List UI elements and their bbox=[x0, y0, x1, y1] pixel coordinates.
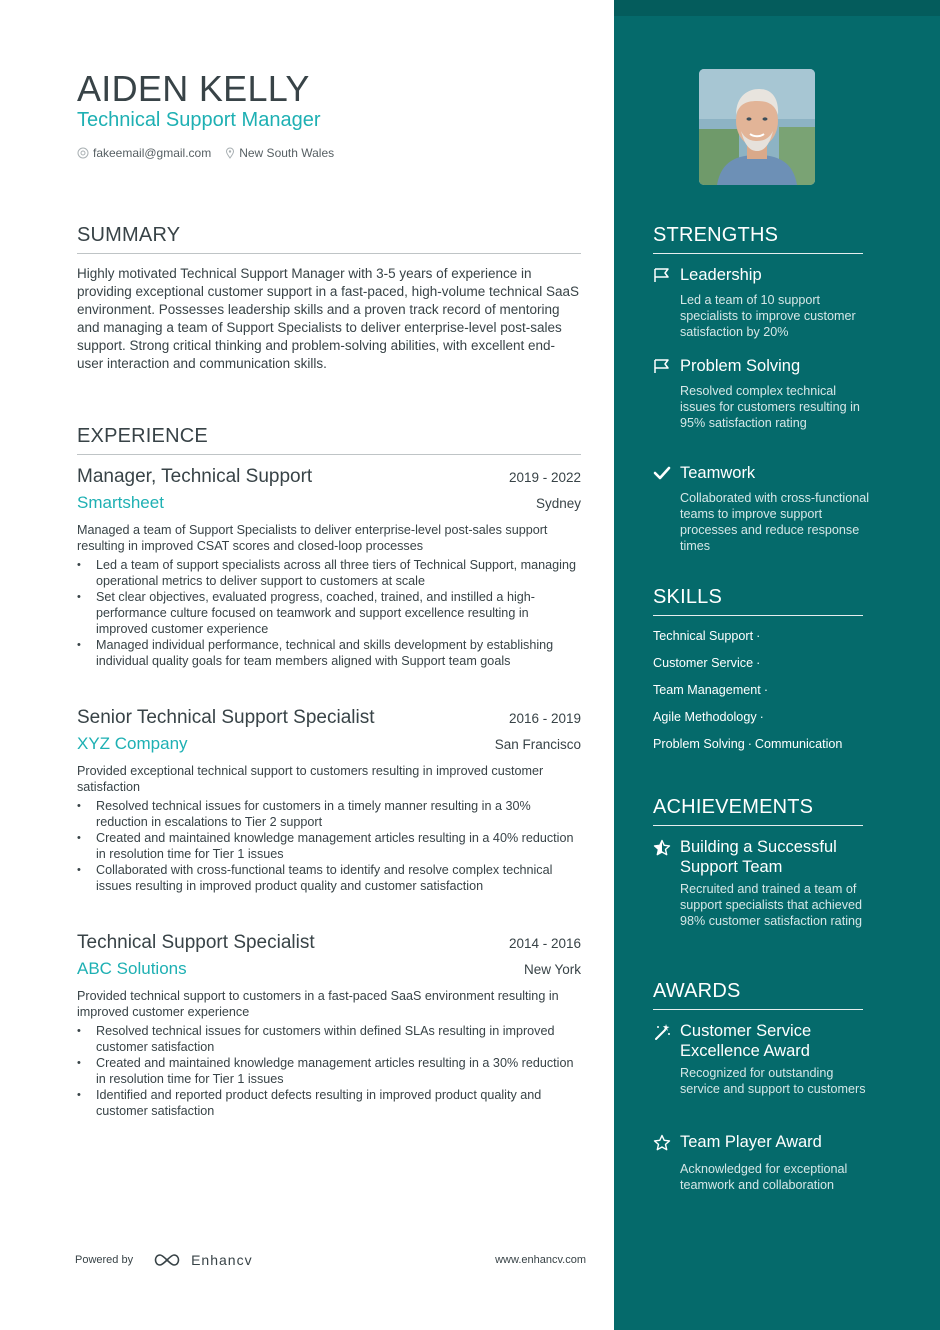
summary-text: Highly motivated Technical Support Manager with 3-5 years of experience in providing exceptional customer support in a fast-paced, high-volume technical SaaS environment. Possesses leadership skills and a proven track record of mentoring and managing a team of Support Specialists to deliver enterprise-level post-sales support. Strong critical thinking and problem-solving abilities, with excellent end-user interaction and communication skills. bbox=[77, 266, 580, 371]
checkmark-icon bbox=[653, 463, 680, 486]
sidebar-top-band bbox=[614, 0, 940, 16]
job-entry bbox=[77, 707, 581, 894]
strength-item bbox=[653, 356, 873, 431]
flag-icon bbox=[653, 356, 680, 379]
skill-tag: Customer Service bbox=[653, 656, 754, 670]
skill-tag: Agile Methodology bbox=[653, 710, 757, 724]
job-bullets bbox=[77, 557, 581, 669]
half-star-icon bbox=[653, 837, 680, 862]
job-bullet: • Collaborated with cross-functional teams to identify and resolve complex technical issues resulting in improved product quality and customer satisfaction bbox=[77, 862, 581, 894]
awards-heading: AWARDS bbox=[653, 980, 863, 1010]
magic-wand-icon bbox=[653, 1021, 680, 1046]
skill-tag: Problem Solving bbox=[653, 737, 745, 751]
footer-url[interactable]: www.enhancv.com bbox=[495, 1254, 586, 1266]
email-contact[interactable] bbox=[77, 146, 211, 160]
job-bullet: • Created and maintained knowledge management articles resulting in a 30% reduction in resolution time for Tier 1 issues bbox=[77, 1055, 581, 1087]
job-dates: 2014 - 2016 bbox=[508, 936, 581, 951]
strength-description: Led a team of 10 support specialists to improve customer satisfaction by 20% bbox=[680, 293, 856, 339]
experience-heading: EXPERIENCE bbox=[77, 425, 581, 455]
brand-name: Enhancv bbox=[191, 1252, 253, 1268]
job-bullet: • Created and maintained knowledge management articles resulting in a 40% reduction in resolution time for Tier 1 issues bbox=[77, 830, 581, 862]
job-company: XYZ Company bbox=[77, 734, 188, 753]
job-bullet: • Led a team of support specialists across all three tiers of Technical Support, managing operational metrics to deliver support to customers at scale bbox=[77, 557, 581, 589]
location-text: New South Wales bbox=[239, 146, 335, 160]
flag-icon bbox=[653, 265, 680, 288]
job-entry bbox=[77, 466, 581, 669]
skills-heading: SKILLS bbox=[653, 586, 863, 616]
job-title: Manager, Technical Support bbox=[77, 466, 313, 487]
job-location: New York bbox=[523, 962, 581, 977]
strength-description: Collaborated with cross-functional teams to improve support processes and reduce response times bbox=[680, 491, 869, 553]
job-dates: 2019 - 2022 bbox=[508, 470, 581, 485]
email-text: fakeemail@gmail.com bbox=[93, 146, 212, 160]
job-description: Provided technical support to customers in a fast-paced SaaS environment resulting in improved customer experience bbox=[77, 989, 559, 1019]
strength-item bbox=[653, 265, 873, 340]
skill-tag: Communication bbox=[754, 737, 843, 751]
job-bullets bbox=[77, 798, 581, 894]
sidebar bbox=[614, 0, 940, 1330]
job-location: Sydney bbox=[535, 496, 581, 511]
job-bullets bbox=[77, 1023, 581, 1119]
job-company: Smartsheet bbox=[77, 493, 164, 512]
achievement-name: Building a Successful Support Team bbox=[680, 838, 837, 876]
strength-description: Resolved complex technical issues for customers resulting in 95% satisfaction rating bbox=[680, 384, 860, 430]
achievement-item bbox=[653, 837, 873, 929]
skill-tag: Team Management bbox=[653, 683, 761, 697]
award-description: Acknowledged for exceptional teamwork and collaboration bbox=[680, 1162, 848, 1192]
location-contact bbox=[225, 146, 334, 160]
powered-by-label: Powered by bbox=[75, 1254, 134, 1266]
job-description: Managed a team of Support Specialists to deliver enterprise-level post-sales support resulting in improved CSAT scores and closed-loop processes bbox=[77, 523, 548, 553]
job-bullet: • Identified and reported product defects resulting in improved product quality and customer satisfaction bbox=[77, 1087, 581, 1119]
job-bullet: • Managed individual performance, technical and skills development by establishing individual quality goals for team members aligned with Support team goals bbox=[77, 637, 581, 669]
enhancv-logo[interactable] bbox=[151, 1252, 252, 1268]
strength-name: Teamwork bbox=[680, 464, 756, 482]
award-item bbox=[653, 1021, 873, 1097]
skill-tag: Technical Support bbox=[653, 629, 754, 643]
profile-photo bbox=[699, 69, 815, 185]
strengths-heading: STRENGTHS bbox=[653, 224, 863, 254]
job-title: Technical Support Specialist bbox=[77, 932, 315, 953]
strength-name: Leadership bbox=[680, 266, 762, 284]
job-description: Provided exceptional technical support to customers resulting in improved customer satisfaction bbox=[77, 764, 544, 794]
strength-item bbox=[653, 463, 873, 554]
location-pin-icon bbox=[225, 147, 235, 159]
job-location: San Francisco bbox=[494, 737, 581, 752]
footer bbox=[75, 1252, 586, 1268]
job-dates: 2016 - 2019 bbox=[508, 711, 581, 726]
candidate-name: AIDEN KELLY bbox=[77, 68, 310, 109]
achievement-description: Recruited and trained a team of support specialists that achieved 98% customer satisfaction rating bbox=[680, 882, 863, 928]
job-bullet: • Resolved technical issues for customers within defined SLAs resulting in improved customer satisfaction bbox=[77, 1023, 581, 1055]
infinity-logo-icon bbox=[151, 1252, 183, 1268]
award-description: Recognized for outstanding service and support to customers bbox=[680, 1066, 866, 1096]
summary-heading: SUMMARY bbox=[77, 224, 581, 254]
job-company: ABC Solutions bbox=[77, 959, 187, 978]
achievements-heading: ACHIEVEMENTS bbox=[653, 796, 863, 826]
award-name: Team Player Award bbox=[680, 1133, 822, 1151]
at-sign-icon bbox=[77, 147, 89, 159]
skills-list: Technical Support · Customer Service · Team Management · Agile Methodology · Problem Solving · Communication bbox=[653, 629, 843, 751]
star-outline-icon bbox=[653, 1132, 680, 1157]
strength-name: Problem Solving bbox=[680, 357, 801, 375]
award-item bbox=[653, 1132, 873, 1193]
job-entry bbox=[77, 932, 581, 1119]
award-name: Customer Service Excellence Award bbox=[680, 1022, 812, 1060]
candidate-role: Technical Support Manager bbox=[77, 109, 321, 131]
job-title: Senior Technical Support Specialist bbox=[77, 707, 375, 728]
job-bullet: • Set clear objectives, evaluated progress, coached, trained, and instilled a high-performance culture focused on teamwork and support excellence resulting in improved customer experience bbox=[77, 589, 581, 637]
contact-row bbox=[77, 146, 348, 160]
job-bullet: • Resolved technical issues for customers in a timely manner resulting in a 30% reduction in escalations to Tier 2 support bbox=[77, 798, 581, 830]
